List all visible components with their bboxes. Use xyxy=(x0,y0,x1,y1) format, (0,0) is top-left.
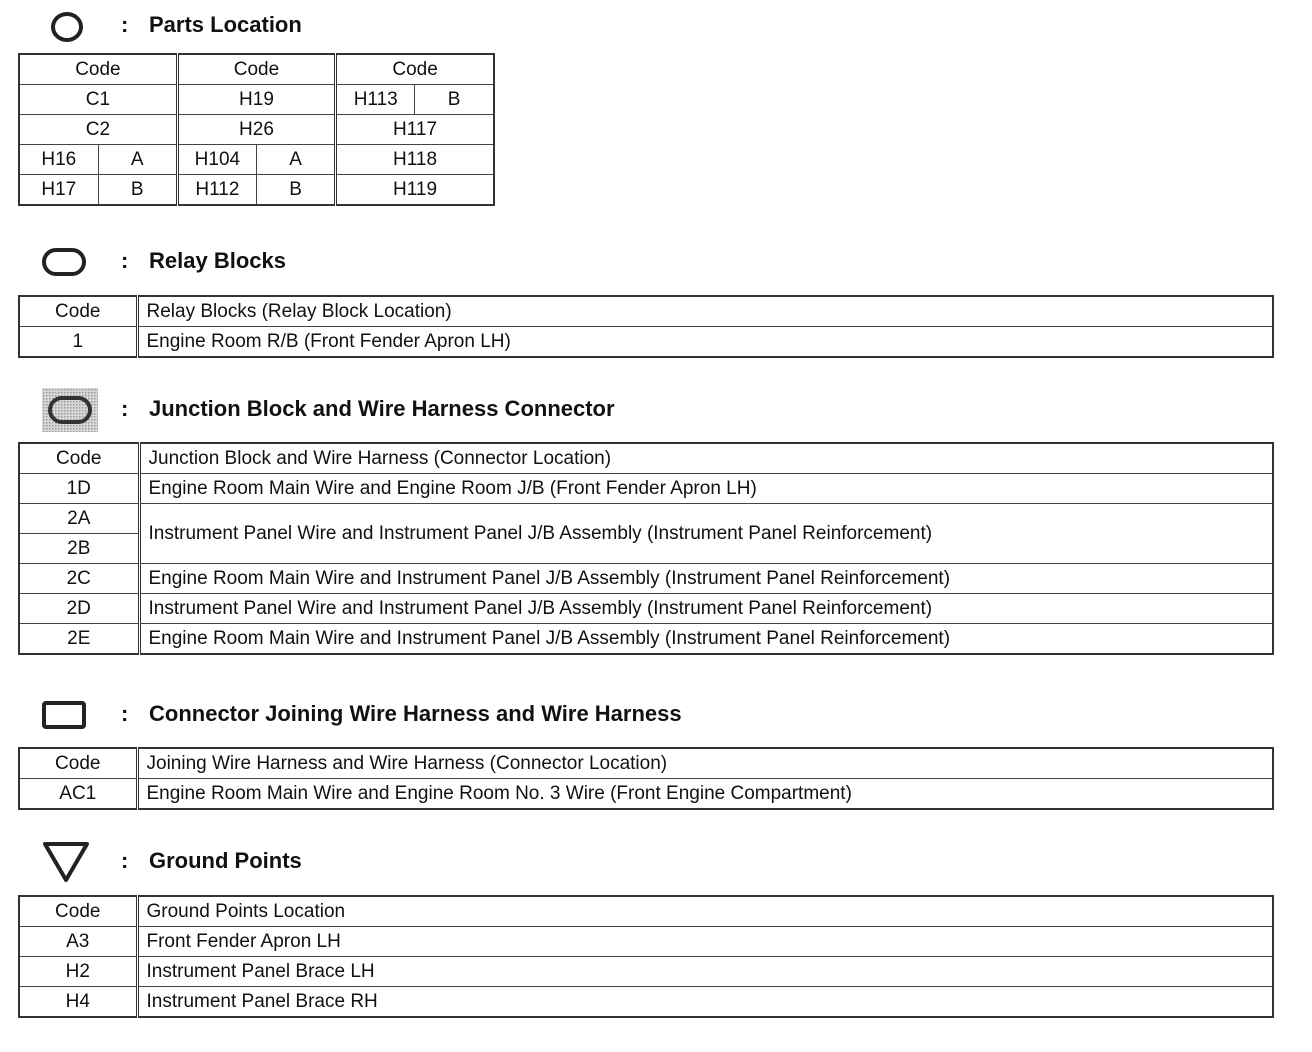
table-header-row xyxy=(19,443,1273,474)
ground-points-table xyxy=(18,895,1274,1018)
description-cell: Instrument Panel Wire and Instrument Panel J/B Assembly (Instrument Panel Reinforcement) xyxy=(139,504,1273,564)
code-cell: H4 xyxy=(19,987,137,1018)
shaded-rounded-rect-icon xyxy=(40,386,100,434)
code-cell: C1 xyxy=(19,85,177,115)
code-cell: H26 xyxy=(177,115,335,145)
code-cell: B xyxy=(256,175,335,206)
table-row xyxy=(19,624,1273,655)
rounded-rect-icon xyxy=(40,245,88,279)
code-cell: 2B xyxy=(19,534,139,564)
code-cell: 2A xyxy=(19,504,139,534)
header-cell: Joining Wire Harness and Wire Harness (Connector Location) xyxy=(137,748,1273,779)
header-cell: Code xyxy=(19,748,137,779)
description-cell: Engine Room Main Wire and Engine Room No. 3 Wire (Front Engine Compartment) xyxy=(137,779,1273,810)
junction-block-heading: Junction Block and Wire Harness Connector xyxy=(149,396,615,421)
code-cell: 2C xyxy=(19,564,139,594)
code-cell: H17 xyxy=(19,175,98,206)
junction-block-colon: : xyxy=(121,396,129,421)
description-cell: Engine Room R/B (Front Fender Apron LH) xyxy=(137,327,1273,358)
header-cell: Code xyxy=(19,54,177,85)
connector-joining-heading: Connector Joining Wire Harness and Wire Harness xyxy=(149,701,682,726)
table-row xyxy=(19,927,1273,957)
table-row xyxy=(19,327,1273,358)
relay-blocks-table xyxy=(18,295,1274,358)
code-cell: 2D xyxy=(19,594,139,624)
description-cell: Instrument Panel Wire and Instrument Panel J/B Assembly (Instrument Panel Reinforcement) xyxy=(139,594,1273,624)
ground-points-heading: Ground Points xyxy=(149,848,302,873)
code-cell: H16 xyxy=(19,145,98,175)
parts-location-heading: Parts Location xyxy=(149,12,302,37)
code-cell: H117 xyxy=(336,115,494,145)
table-row xyxy=(19,987,1273,1018)
code-cell: H118 xyxy=(336,145,494,175)
code-cell: A xyxy=(256,145,335,175)
table-row xyxy=(19,504,1273,534)
table-header-row xyxy=(19,896,1273,927)
code-cell: H113 xyxy=(336,85,415,115)
code-cell: 1D xyxy=(19,474,139,504)
ground-points-colon: : xyxy=(121,848,129,873)
code-cell: A xyxy=(98,145,177,175)
connector-joining-table xyxy=(18,747,1274,810)
description-cell: Front Fender Apron LH xyxy=(137,927,1273,957)
code-cell: A3 xyxy=(19,927,137,957)
header-cell: Code xyxy=(177,54,335,85)
code-cell: H119 xyxy=(336,175,494,206)
relay-blocks-heading: Relay Blocks xyxy=(149,248,286,273)
table-header-row xyxy=(19,296,1273,327)
header-cell: Code xyxy=(19,443,139,474)
code-cell: B xyxy=(415,85,494,115)
description-cell: Engine Room Main Wire and Instrument Panel J/B Assembly (Instrument Panel Reinforcement) xyxy=(139,564,1273,594)
junction-block-table xyxy=(18,442,1274,655)
table-row xyxy=(19,115,494,145)
code-cell: H104 xyxy=(177,145,256,175)
table-row xyxy=(19,474,1273,504)
header-cell: Code xyxy=(19,296,137,327)
table-row xyxy=(19,145,494,175)
connector-joining-colon: : xyxy=(121,701,129,726)
triangle-down-icon xyxy=(40,838,92,886)
description-cell: Instrument Panel Brace LH xyxy=(137,957,1273,987)
code-cell: B xyxy=(98,175,177,206)
header-cell: Junction Block and Wire Harness (Connector Location) xyxy=(139,443,1273,474)
table-row xyxy=(19,594,1273,624)
relay-blocks-colon: : xyxy=(121,248,129,273)
table-row xyxy=(19,175,494,206)
header-cell: Ground Points Location xyxy=(137,896,1273,927)
header-cell: Relay Blocks (Relay Block Location) xyxy=(137,296,1273,327)
code-cell: H112 xyxy=(177,175,256,206)
code-cell: C2 xyxy=(19,115,177,145)
description-cell: Engine Room Main Wire and Engine Room J/B (Front Fender Apron LH) xyxy=(139,474,1273,504)
code-cell: H19 xyxy=(177,85,335,115)
parts-location-colon: : xyxy=(121,12,129,37)
code-cell: 1 xyxy=(19,327,137,358)
header-cell: Code xyxy=(336,54,494,85)
code-cell: AC1 xyxy=(19,779,137,810)
table-row xyxy=(19,957,1273,987)
code-cell: 2E xyxy=(19,624,139,655)
circle-icon xyxy=(48,10,86,44)
code-cell: H2 xyxy=(19,957,137,987)
parts-location-table xyxy=(18,53,495,206)
table-header-row xyxy=(19,54,494,85)
table-header-row xyxy=(19,748,1273,779)
table-row xyxy=(19,779,1273,810)
table-row xyxy=(19,85,494,115)
description-cell: Instrument Panel Brace RH xyxy=(137,987,1273,1018)
table-row xyxy=(19,564,1273,594)
header-cell: Code xyxy=(19,896,137,927)
square-icon xyxy=(40,698,88,732)
description-cell: Engine Room Main Wire and Instrument Panel J/B Assembly (Instrument Panel Reinforcement) xyxy=(139,624,1273,655)
